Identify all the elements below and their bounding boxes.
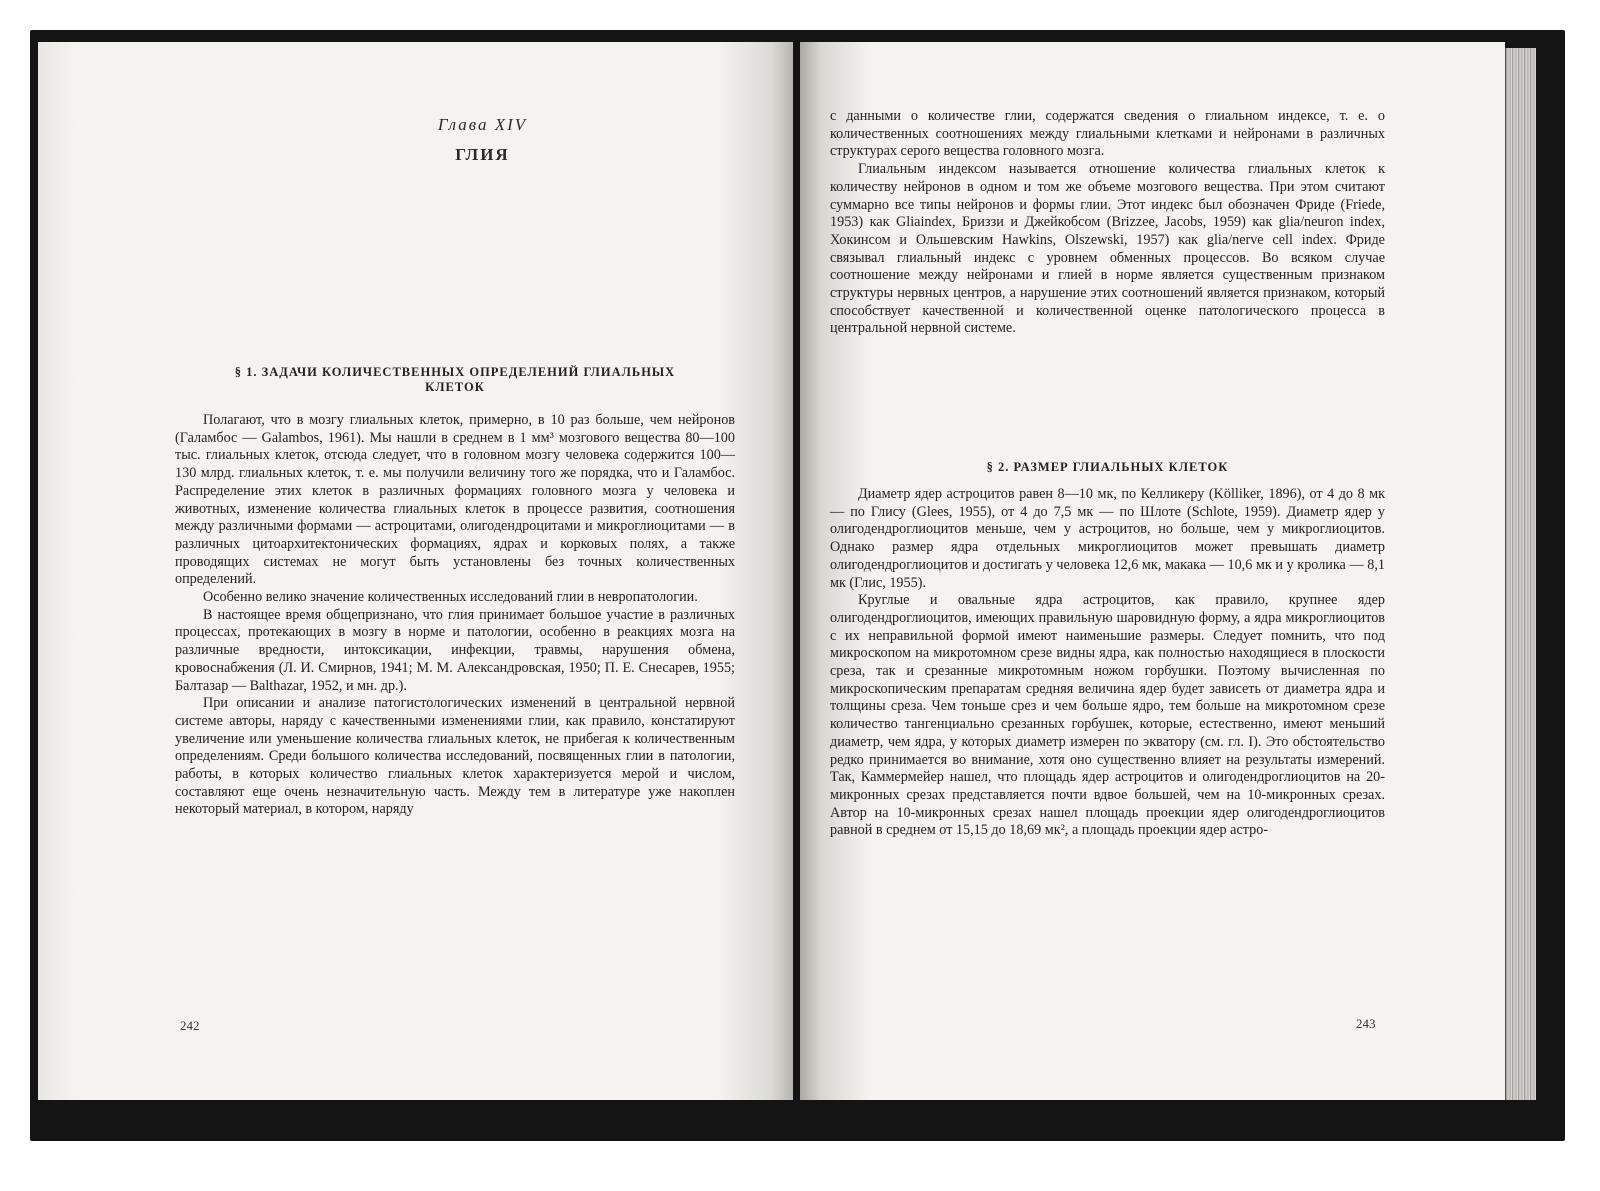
left-body-text <box>175 412 735 819</box>
section-1-heading-line1: § 1. ЗАДАЧИ КОЛИЧЕСТВЕННЫХ ОПРЕДЕЛЕНИЙ ГЛИАЛЬНЫХ <box>234 365 676 379</box>
right-body-text-top <box>830 108 1385 338</box>
page-number-left: 242 <box>180 1018 200 1033</box>
section-2-heading: § 2. РАЗМЕР ГЛИАЛЬНЫХ КЛЕТОК <box>986 460 1229 474</box>
paragraph: с данными о количестве глии, содержатся сведения о глиальном индексе, т. е. о количественных соотношениях между глиальными клетками и нейронами в различных структурах серого вещества головного мозга. <box>830 108 1385 160</box>
section-1-heading <box>195 365 715 395</box>
chapter-title: ГЛИЯ <box>455 145 510 164</box>
page-edges <box>1505 48 1536 1100</box>
section-1-heading-line2: КЛЕТОК <box>425 380 485 394</box>
paragraph: Особенно велико значение количественных исследований глии в невропатологии. <box>203 589 698 606</box>
right-body-text-bottom <box>830 486 1385 840</box>
paragraph: Полагают, что в мозгу глиальных клеток, примерно, в 10 раз больше, чем нейронов (Галамбос — Galambos, 1961). Мы нашли в среднем в 1 мм³ мозгового вещества 80—100 тыс. глиальных клеток, отсюда следует, что в головном мозгу человека содержится 100—130 млрд. глиальных клеток, т. е. мы получили величину того же порядка, что и Галамбос. Распределение этих клеток в различных формациях головного мозга у человека и животных, изменение количества глиальных клеток в процессе развития, соотношения между различными формами — астроцитами, олигодендроцитами и микроглиоцитами — в различных цитоархитектонических формациях, ядрах и корковых полях, а также проводящих системах не могут быть установлены без точных количественных определений. <box>175 412 735 588</box>
paragraph: Круглые и овальные ядра астроцитов, как правило, крупнее ядер олигодендроглиоцитов, имеющих правильную шаровидную форму, а ядра микроглиоцитов с их неправильной формой имеют наименьшие размеры. Следует помнить, что под микроскопом на микротомном срезе видны ядра, как полностью находящиеся в плоскости среза, так и срезанные микротомным ножом горбушки. Поэтому вычисленная по микроскопическим препаратам средняя величина ядер будет зависеть от диаметра ядра и толщины среза. Чем тоньше срез и чем больше ядро, тем больше на микротомном срезе количество тангенциально срезанных горбушек, которые, естественно, имеют меньший диаметр, чем ядра, у которых диаметр измерен по экватору (см. гл. I). Это обстоятельство редко принимается во внимание, хотя оно существенно влияет на результаты измерений. Так, Каммермейер нашел, что площадь ядер астроцитов и олигодендроглиоцитов на 20-микронных срезах представляется почти вдвое большей, чем на 10-микронных срезах. Автор на 10-микронных срезах нашел площадь проекции ядер олигодендроглиоцитов равной в среднем от 15,15 до 18,69 мк², а площадь проекции ядер астро- <box>830 592 1385 839</box>
paragraph: Диаметр ядер астроцитов равен 8—10 мк, по Келликеру (Kölliker, 1896), от 4 до 8 мк — по Глису (Glees, 1955), от 4 до 7,5 мк — по Шлоте (Schlote, 1959). Диаметр ядер у олигодендроглиоцитов меньше, чем у астроцитов, но больше, чем у микроглиоцитов. Однако размер ядра отдельных микроглиоцитов может превышать диаметр олигодендроглиоцитов и достигать у человека 12,6 мк, макака — 10,6 мк и у кролика — 8,1 мк (Глис, 1955). <box>830 486 1385 591</box>
paragraph: В настоящее время общепризнано, что глия принимает большое участие в различных процессах, протекающих в мозгу в норме и патологии, особенно в реакциях мозга на различные вредности, интоксикации, инфекции, травмы, нарушения обмена, кровоснабжения (Л. И. Смирнов, 1941; М. М. Александровская, 1950; П. Е. Снесарев, 1955; Балтазар — Balthazar, 1952, и мн. др.). <box>175 606 735 694</box>
page-number-right: 243 <box>1356 1016 1376 1031</box>
chapter-label: Глава XIV <box>437 115 528 134</box>
paragraph: При описании и анализе патогистологических изменений в центральной нервной системе авторы, наряду с качественными изменениями глии, как правило, констатируют увеличение или уменьшение количества глиальных клеток, не прибегая к количественным определениям. Среди большого количества исследований, посвященных глии в патологии, работы, в которых количество глиальных клеток характеризуется мерой и числом, составляют еще очень незначительную часть. Между тем в литературе уже накоплен некоторый материал, в котором, наряду <box>175 695 735 818</box>
paragraph: Глиальным индексом называется отношение количества глиальных клеток к количеству нейронов в одном и том же объеме мозгового вещества. При этом считают суммарно все типы нейронов и формы глии. Этот индекс был обозначен Фриде (Friede, 1953) как Gliaindex, Бриззи и Джейкобсом (Brizzee, Jacobs, 1959) как glia/neuron index, Хокинсом и Ольшевским Hawkins, Olszewski, 1957) как glia/nerve cell index. Фриде связывал глиальный индекс с уровнем обменных процессов. Во всяком случае соотношение между нейронами и глией в норме является существенным признаком структуры нервных центров, а нарушение этих соотношений является признаком, который способствует качественной и количественной оценке патологического процесса в центральной нервной системе. <box>830 161 1385 337</box>
